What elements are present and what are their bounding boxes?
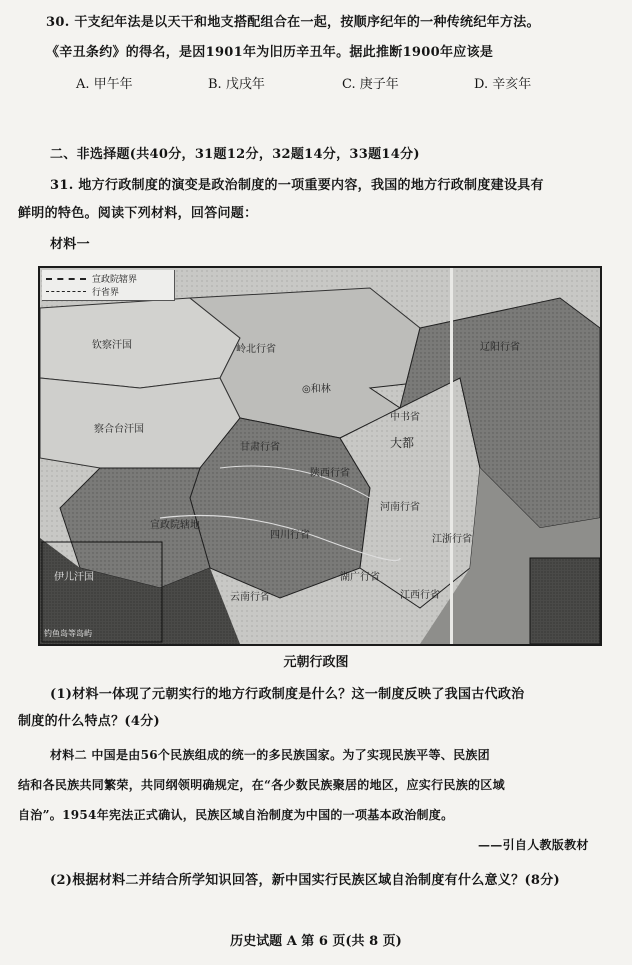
map-label: 辽阳行省	[480, 342, 520, 353]
map-label: 江浙行省	[432, 534, 472, 545]
material-source: ——引自人教版教材	[478, 838, 589, 852]
map-label: 四川行省	[270, 530, 310, 541]
legend-label: 宣政院辖界	[92, 275, 138, 285]
map-label: 察合台汗国	[94, 424, 144, 435]
map-legend	[42, 270, 175, 301]
q30-option-d: D. 辛亥年	[474, 77, 532, 92]
map-label: 中书省	[390, 412, 420, 423]
material2-line1: 材料二 中国是由56个民族组成的统一的多民族国家。为了实现民族平等、民族团	[50, 748, 490, 762]
legend-swatch	[46, 278, 86, 280]
map-corner-note: 钓鱼岛等岛屿	[44, 629, 92, 638]
q30-option-b: B. 戊戌年	[208, 77, 265, 92]
sub2-question: (2)根据材料二并结合所学知识回答，新中国实行民族区域自治制度有什么意义？(8分)	[50, 873, 560, 888]
legend-entry-xuanzheng	[46, 272, 172, 284]
q31-intro-line1: 31. 地方行政制度的演变是政治制度的一项重要内容，我国的地方行政制度建设具有	[50, 178, 544, 193]
section-heading: 二、非选择题(共40分，31题12分，32题14分，33题14分)	[50, 147, 420, 162]
map-label: 河南行省	[380, 502, 420, 513]
sub1-line1: (1)材料一体现了元朝实行的地方行政制度是什么？这一制度反映了我国古代政治	[50, 687, 525, 702]
q30-line2: 《辛丑条约》的得名，是因1901年为旧历辛丑年。据此推断1900年应该是	[46, 45, 494, 60]
q30-option-a: A. 甲午年	[76, 77, 133, 92]
map-label: 云南行省	[230, 592, 270, 603]
legend-entry-province	[46, 285, 172, 297]
material2-line2: 结和各民族共同繁荣，共同纲领明确规定，在“各少数民族聚居的地区，应实行民族的区域	[18, 778, 505, 792]
legend-swatch	[46, 291, 86, 292]
map-label: 大都	[390, 436, 415, 450]
yuan-map	[38, 266, 602, 646]
map-label: ◎和林	[302, 384, 331, 395]
q30-option-c: C. 庚子年	[342, 77, 399, 92]
map-caption: 元朝行政图	[283, 655, 349, 670]
map-label: 甘肃行省	[240, 442, 280, 453]
q31-intro-line2: 鲜明的特色。阅读下列材料，回答问题：	[18, 206, 258, 221]
map-label: 钦察汗国	[92, 340, 132, 351]
legend-label: 行省界	[92, 288, 120, 298]
sub1-line2: 制度的什么特点？(4分)	[18, 714, 160, 729]
map-label: 伊儿汗国	[54, 572, 94, 583]
map-drawing	[40, 268, 600, 644]
page-footer: 历史试题 A 第 6 页(共 8 页)	[230, 934, 402, 949]
map-label: 宣政院辖地	[150, 520, 200, 531]
map-label: 岭北行省	[236, 344, 276, 355]
material1-label: 材料一	[50, 237, 90, 252]
map-label: 湖广行省	[340, 572, 380, 583]
q30-line1: 30. 干支纪年法是以天干和地支搭配组合在一起，按顺序纪年的一种传统纪年方法。	[46, 15, 540, 30]
material2-line3: 自治”。1954年宪法正式确认，民族区域自治制度为中国的一项基本政治制度。	[18, 808, 454, 822]
map-label: 江西行省	[400, 590, 440, 601]
map-label: 陕西行省	[310, 468, 350, 479]
